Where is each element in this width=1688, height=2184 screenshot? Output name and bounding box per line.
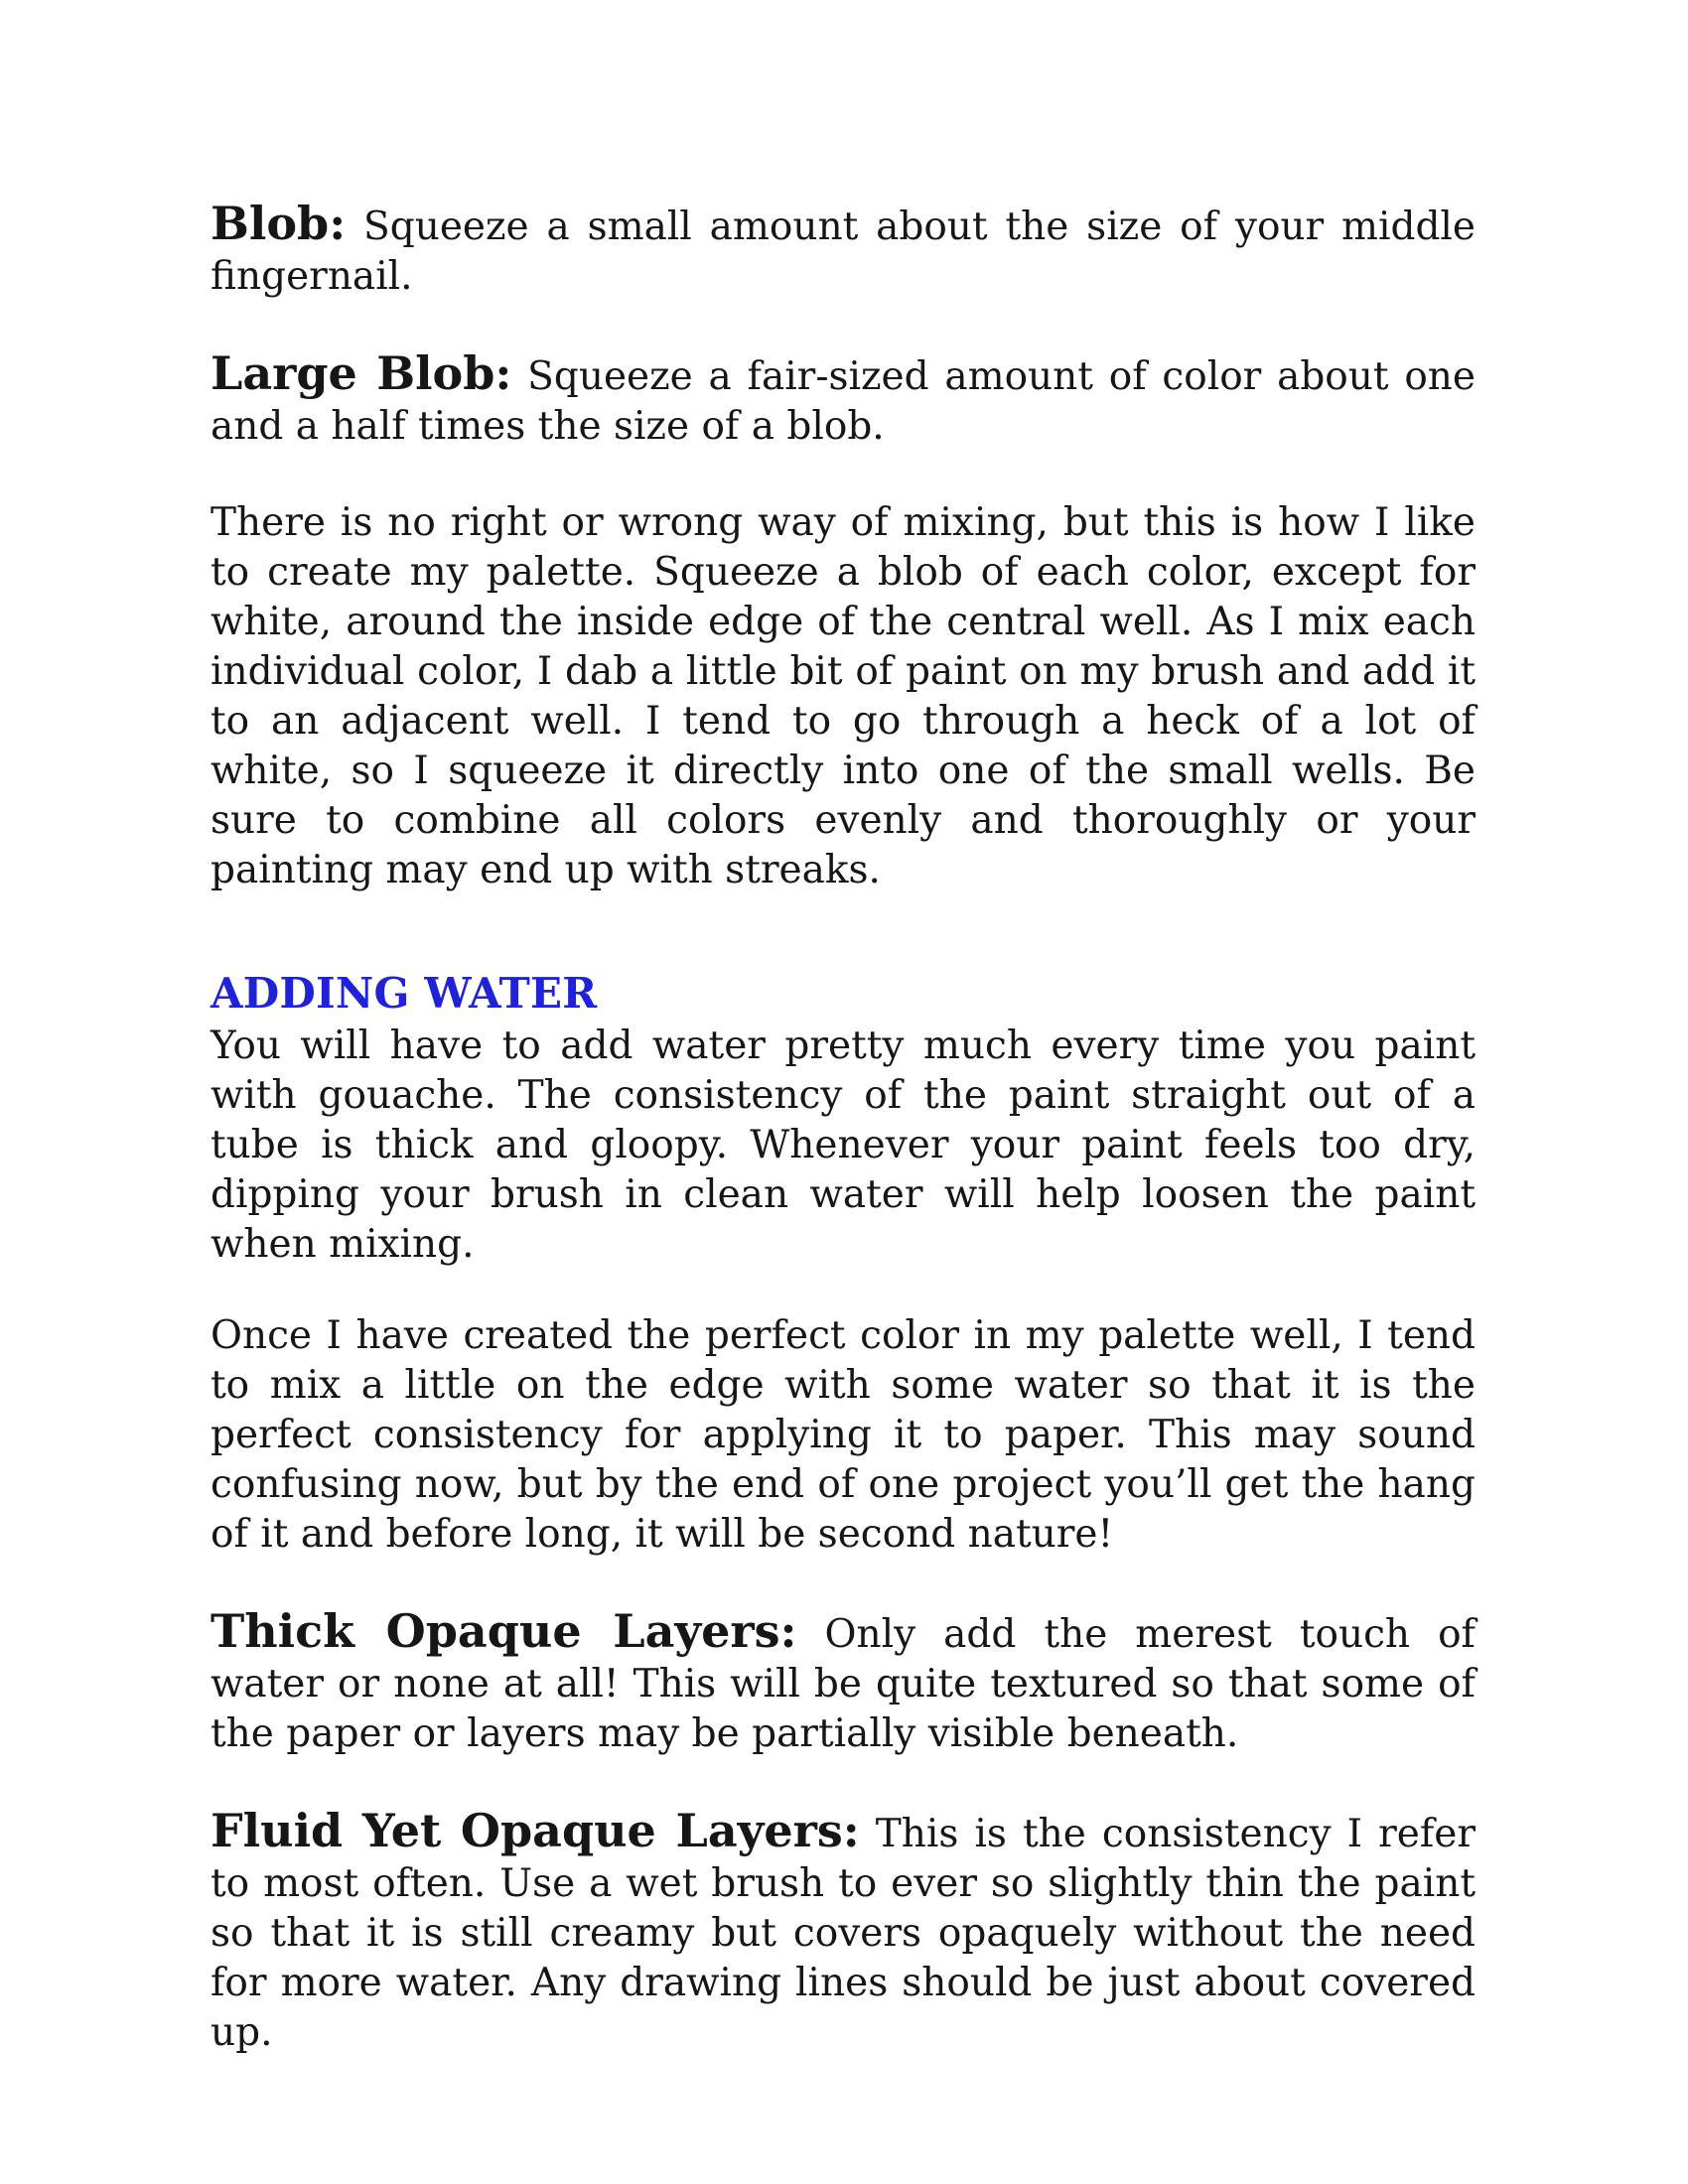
section-heading: ADDING WATER	[211, 969, 598, 1018]
fluid-opaque-layers-definition	[211, 1806, 1476, 2058]
blob-definition	[211, 199, 1476, 302]
mixing-paragraph: There is no right or wrong way of mixing, but this is how I like to create my palette. Squeeze a blob of each color, except for white, around the inside edge of the central well. As I mix each individual color, I dab a little bit of paint on my brush and add it to an adjacent well. I tend to go through a heck of a lot of white, so I squeeze it directly into one of the small wells. Be sure to combine all colors evenly and thoroughly or your painting may end up with streaks.	[211, 500, 1476, 892]
blob-description: Squeeze a small amount about the size of your middle fingernail.	[211, 205, 1476, 299]
fluid-opaque-layers-term: Fluid Yet Opaque Layers:	[211, 1804, 860, 1857]
large-blob-definition	[211, 348, 1476, 452]
large-blob-description: Squeeze a fair-sized amount of color about one and a half times the size of a blob.	[211, 354, 1477, 449]
large-blob-term: Large Blob:	[211, 346, 512, 400]
fluid-opaque-layers-description: This is the consistency I refer to most often. Use a wet brush to ever so slightly thin the paint so that it is still creamy but covers opaquely without the need for more water. Any drawing lines should be just about covered up.	[211, 1812, 1476, 2055]
thick-opaque-layers-description: Only add the merest touch of water or none at all! This will be quite textured so that some of the paper or layers may be partially visible beneath.	[211, 1612, 1476, 1756]
thick-opaque-layers-term: Thick Opaque Layers:	[211, 1604, 797, 1658]
document-page	[211, 199, 1476, 2058]
blob-term: Blob:	[211, 197, 347, 250]
adding-water-intro-paragraph: You will have to add water pretty much every time you paint with gouache. The consistency of the paint straight out of a tube is thick and gloopy. Whenever your paint feels too dry, dipping your brush in clean water will help loosen the paint when mixing.	[211, 1024, 1476, 1267]
consistency-paragraph: Once I have created the perfect color in my palette well, I tend to mix a little on the edge with some water so that it is the perfect consistency for applying it to paper. This may sound confusing now, but by the end of one project you’ll get the hang of it and before long, it will be second nature!	[211, 1313, 1476, 1557]
thick-opaque-layers-definition	[211, 1606, 1476, 1759]
